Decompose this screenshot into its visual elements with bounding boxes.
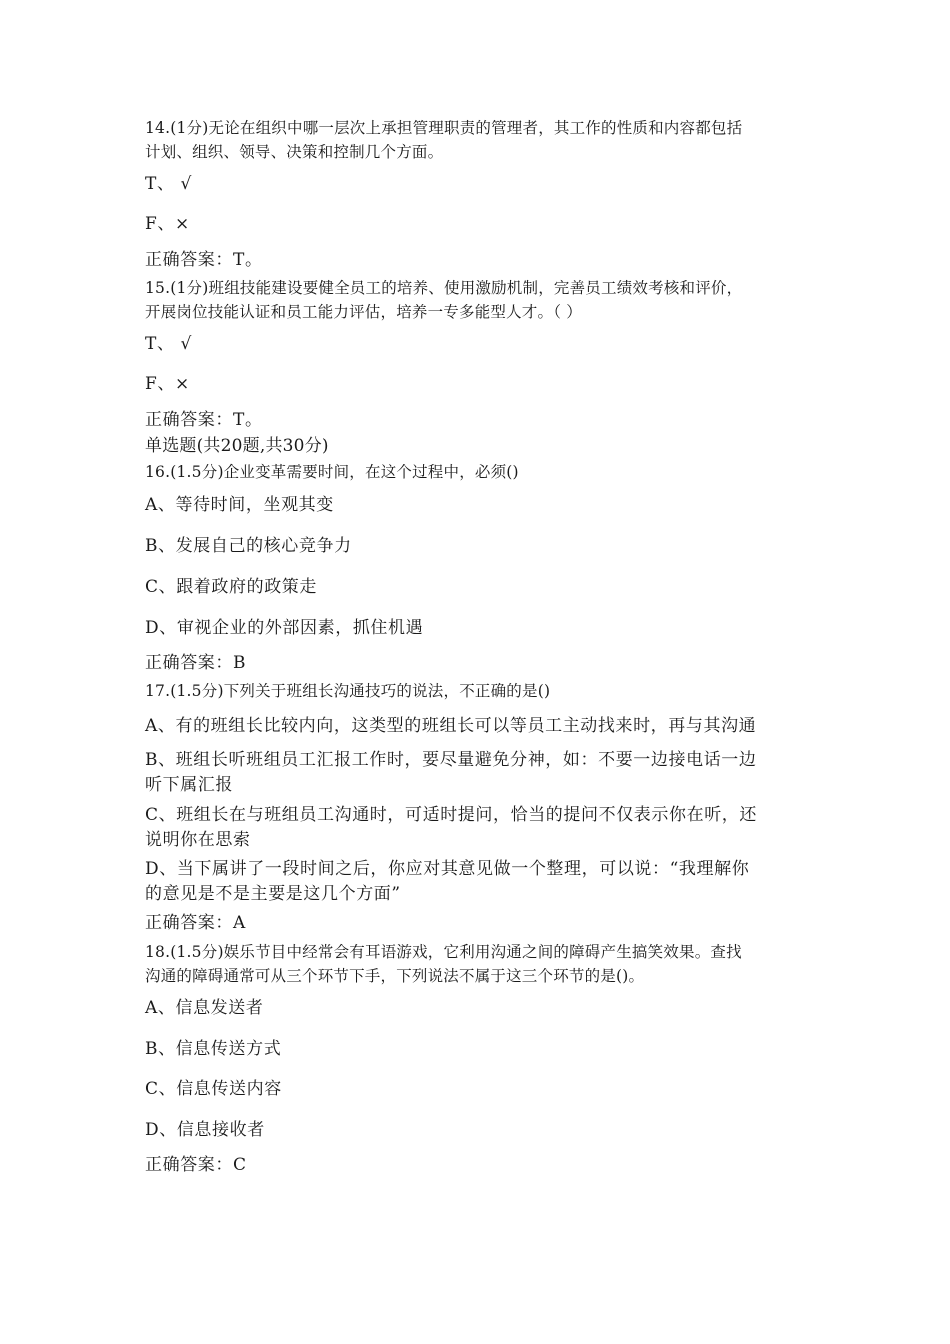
question-15-text-line2: 开展岗位技能认证和员工能力评估，培养一专多能型人才。（ ） <box>145 303 582 321</box>
question-17-option-b-line2: 听下属汇报 <box>145 775 233 795</box>
question-17-answer: 正确答案：A <box>145 913 246 933</box>
question-18-option-a: A、信息发送者 <box>145 998 264 1018</box>
question-14-option-f: F、× <box>145 214 190 234</box>
question-17-option-a: A、有的班组长比较内向，这类型的班组长可以等员工主动找来时，再与其沟通 <box>145 716 757 736</box>
question-16-option-c: C、跟着政府的政策走 <box>145 577 318 597</box>
question-18-answer: 正确答案：C <box>145 1155 247 1175</box>
question-16-text: 16.(1.5分)企业变革需要时间，在这个过程中，必须() <box>145 463 519 481</box>
question-16-option-a: A、等待时间，坐观其变 <box>145 495 334 515</box>
question-17-option-c-line2: 说明你在思索 <box>145 830 251 850</box>
question-14-option-t: T、 √ <box>145 174 192 194</box>
question-15-answer: 正确答案：T。 <box>145 410 263 430</box>
question-18-text-line1: 18.(1.5分)娱乐节目中经常会有耳语游戏，它利用沟通之间的障碍产生搞笑效果。查找 <box>145 943 742 961</box>
question-15-option-f: F、× <box>145 374 190 394</box>
question-18-option-c: C、信息传送内容 <box>145 1079 282 1099</box>
question-17-option-d-line1: D、当下属讲了一段时间之后，你应对其意见做一个整理，可以说：“我理解你 <box>145 859 750 879</box>
question-14-answer: 正确答案：T。 <box>145 250 263 270</box>
question-17-option-d-line2: 的意见是不是主要是这几个方面” <box>145 884 401 904</box>
section-title: 单选题(共20题,共30分) <box>145 436 329 456</box>
question-18-text-line2: 沟通的障碍通常可从三个环节下手，下列说法不属于这三个环节的是()。 <box>145 967 645 985</box>
question-15-text-line1: 15.(1分)班组技能建设要健全员工的培养、使用激励机制，完善员工绩效考核和评价， <box>145 279 743 297</box>
question-16-option-b: B、发展自己的核心竞争力 <box>145 536 352 556</box>
question-15-option-t: T、 √ <box>145 334 192 354</box>
question-17-option-c-line1: C、班组长在与班组员工沟通时，可适时提问，恰当的提问不仅表示你在听，还 <box>145 805 758 825</box>
question-17-option-b-line1: B、班组长听班组员工汇报工作时，要尽量避免分神，如：不要一边接电话一边 <box>145 750 757 770</box>
question-14-text-line2: 计划、组织、领导、决策和控制几个方面。 <box>145 143 444 161</box>
question-18-option-d: D、信息接收者 <box>145 1120 265 1140</box>
question-17-text: 17.(1.5分)下列关于班组长沟通技巧的说法，不正确的是() <box>145 682 551 700</box>
question-16-option-d: D、审视企业的外部因素，抓住机遇 <box>145 618 424 638</box>
question-14-text-line1: 14.(1分)无论在组织中哪一层次上承担管理职责的管理者，其工作的性质和内容都包括 <box>145 119 743 137</box>
question-18-option-b: B、信息传送方式 <box>145 1039 282 1059</box>
question-16-answer: 正确答案：B <box>145 653 247 673</box>
